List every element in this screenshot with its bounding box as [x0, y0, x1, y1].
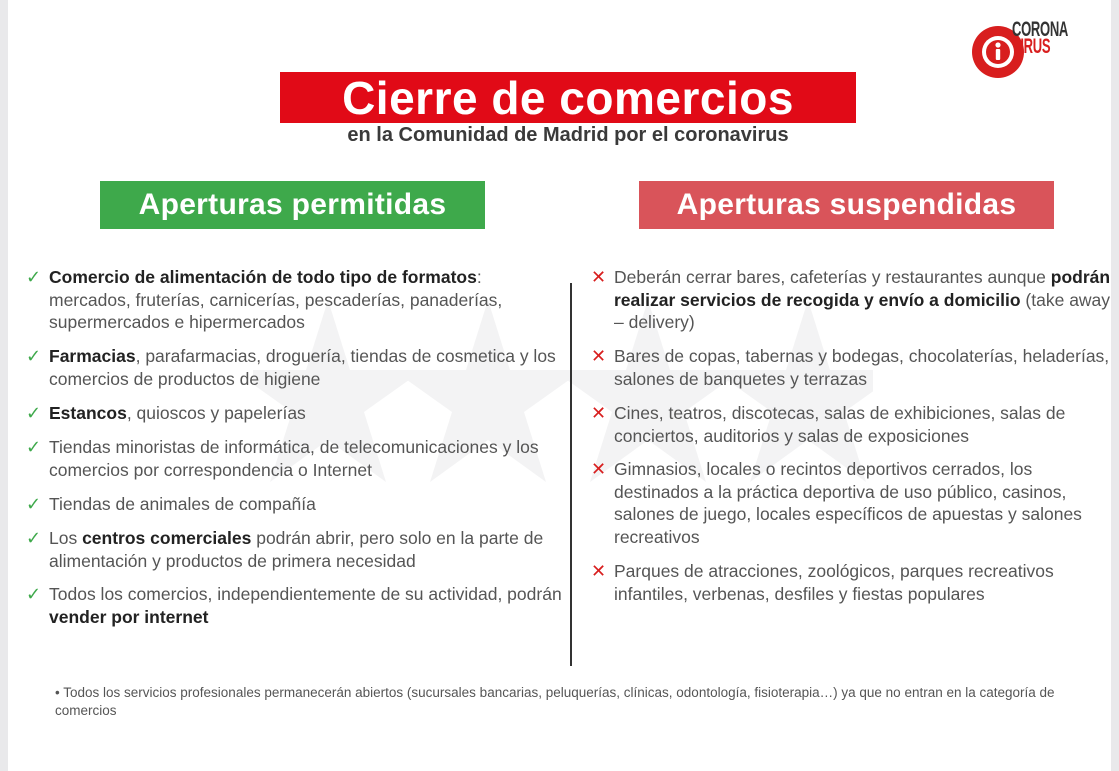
cross-icon: ✕ [591, 561, 607, 581]
check-icon: ✓ [26, 528, 42, 548]
column-divider [570, 283, 572, 666]
permitted-item-body: Los [49, 528, 83, 548]
permitted-item-bold: Farmacias [49, 346, 136, 366]
check-icon: ✓ [26, 584, 42, 604]
title-banner [280, 72, 856, 123]
suspended-item-body: (take away – delivery) [614, 289, 1111, 332]
permitted-item [26, 345, 564, 390]
suspended-item [591, 402, 1111, 447]
cross-icon: ✕ [591, 403, 607, 423]
permitted-item-body: : mercados, fruterías, carnicerías, pescaderías, panaderías, supermercados e hipermercados [49, 267, 503, 332]
page-title: Cierre de comercios [342, 71, 794, 124]
permitted-item-bold: vender por internet [49, 606, 209, 627]
coronavirus-logo [970, 16, 1090, 86]
check-icon: ✓ [26, 437, 42, 457]
permitted-item-text [49, 527, 564, 572]
permitted-item-body: , quioscos y papelerías [126, 403, 306, 423]
permitted-item-text [49, 345, 564, 390]
permitted-item-text: Tiendas de animales de compañía [49, 494, 316, 514]
permitted-item-body: , parafarmacias, droguería, tiendas de cosmetica y los comercios de productos de higiene [49, 346, 556, 389]
permitted-item [26, 436, 564, 481]
suspended-item-text [614, 266, 1111, 334]
suspended-item-text: Bares de copas, tabernas y bodegas, chocolaterías, heladerías, salones de banquetes y terrazas [614, 346, 1110, 389]
logo-text-virus: VIRUS [1012, 35, 1051, 58]
suspended-item-bold: podrán realizar servicios de recogida y envío a domicilio [614, 267, 1111, 310]
suspended-item [591, 266, 1111, 334]
check-icon: ✓ [26, 494, 42, 514]
permitted-item [26, 583, 564, 628]
suspended-item-text: Parques de atracciones, zoológicos, parques recreativos infantiles, verbenas, desfiles y fiestas populares [614, 561, 1054, 604]
permitted-item [26, 402, 306, 425]
permitted-heading: Aperturas permitidas [100, 181, 485, 229]
permitted-item-text [49, 402, 306, 425]
suspended-heading: Aperturas suspendidas [639, 181, 1054, 229]
check-icon: ✓ [26, 346, 42, 366]
permitted-item-bold: Estancos [49, 403, 127, 423]
permitted-item-body: Todos los comercios, independientemente de su actividad, podrán [49, 584, 562, 604]
permitted-item-text [49, 583, 564, 628]
permitted-item [26, 493, 316, 516]
page-subtitle: en la Comunidad de Madrid por el coronavirus [347, 124, 789, 146]
cross-icon: ✕ [591, 459, 607, 479]
permitted-item-text: Tiendas minoristas de informática, de telecomunicaciones y los comercios por correspondencia o Internet [49, 437, 539, 480]
suspended-item-text: Gimnasios, locales o recintos deportivos cerrados, los destinados a la práctica deportiva de uso público, casinos, salones de juego, locales específicos de apuestas y salones recreativos [614, 459, 1082, 547]
suspended-item [591, 560, 1111, 605]
permitted-item-bold: centros comerciales [82, 528, 252, 548]
permitted-item [26, 266, 564, 334]
infographic-sheet [8, 0, 1111, 771]
suspended-item-text: Cines, teatros, discotecas, salas de exhibiciones, salas de conciertos, auditorios y salas de exposiciones [614, 403, 1066, 446]
suspended-item [591, 345, 1111, 390]
check-icon: ✓ [26, 403, 42, 423]
footnote: • Todos los servicios profesionales permanecerán abiertos (sucursales bancarias, peluquerías, clínicas, odontología, fisioterapia…) ya que no entran en la categoría de comercios [55, 685, 1055, 718]
check-icon: ✓ [26, 267, 42, 287]
cross-icon: ✕ [591, 346, 607, 366]
permitted-item-bold: Comercio de alimentación de todo tipo de formatos [49, 267, 477, 287]
logo-text-corona: CORONA [1012, 18, 1069, 41]
suspended-item [591, 458, 1111, 548]
cross-icon: ✕ [591, 267, 607, 287]
permitted-item-text [49, 266, 564, 334]
permitted-item-body: podrán abrir, pero solo en la parte de alimentación y productos de primera necesidad [49, 528, 544, 571]
suspended-item-body: Deberán cerrar bares, cafeterías y restaurantes aunque [614, 267, 1051, 287]
permitted-item [26, 527, 564, 572]
